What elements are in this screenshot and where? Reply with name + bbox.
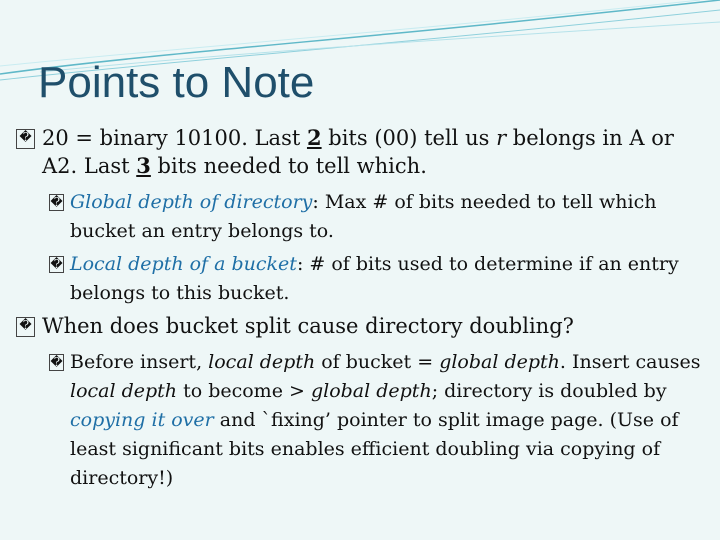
- sub-bullet-marker: �: [50, 355, 63, 369]
- text-run: of bucket =: [315, 351, 440, 373]
- text-run: bits (00) tell us: [321, 126, 497, 150]
- sub-bullet-global-depth: [16, 188, 706, 246]
- text-run: : # of bits used to determine if an entry belongs to this bucket.: [70, 253, 679, 304]
- bold-number-2: 2: [306, 125, 322, 150]
- text-run: belongs in A or A2. Last: [42, 126, 674, 178]
- sub-bullet-before-insert: [16, 348, 706, 493]
- term-copying-it-over: copying it over: [70, 409, 214, 431]
- text-run: . Insert causes: [559, 351, 701, 373]
- text-run: and `fixing’ pointer to split image page. (Use of least significant bits enables efficient doubling via copying of directory!): [70, 409, 679, 489]
- term-global-depth: Global depth of directory: [70, 191, 313, 213]
- bullet-directory-doubling: [16, 312, 706, 340]
- italic-local-depth: local depth: [70, 380, 178, 402]
- text-run: bits needed to tell which.: [150, 154, 427, 178]
- sub-bullet-marker: �: [50, 195, 63, 209]
- italic-global-depth: global depth: [310, 380, 432, 402]
- italic-var-r: r: [496, 126, 507, 150]
- italic-global-depth: global depth: [439, 351, 560, 373]
- text-run: When does bucket split cause directory doubling?: [42, 314, 574, 338]
- term-local-depth: Local depth of a bucket: [70, 253, 297, 275]
- bullet-list: [16, 124, 706, 497]
- text-run: Before insert,: [70, 351, 209, 373]
- text-run: ; directory is doubled by: [431, 380, 667, 402]
- bullet-marker: �: [16, 317, 35, 337]
- text-run: to become >: [177, 380, 311, 402]
- bullet-binary-example: [16, 124, 706, 180]
- bullet-marker: �: [16, 129, 35, 149]
- bold-number-3: 3: [136, 153, 151, 178]
- italic-local-depth: local depth: [208, 351, 316, 373]
- text-run: 20 = binary 10100. Last: [42, 126, 307, 150]
- decorative-curve-4: [0, 0, 700, 66]
- sub-bullet-local-depth: [16, 250, 706, 308]
- slide-title: Points to Note: [38, 58, 315, 107]
- text-run: : Max # of bits needed to tell which bucket an entry belongs to.: [70, 191, 657, 242]
- sub-bullet-marker: �: [50, 257, 63, 271]
